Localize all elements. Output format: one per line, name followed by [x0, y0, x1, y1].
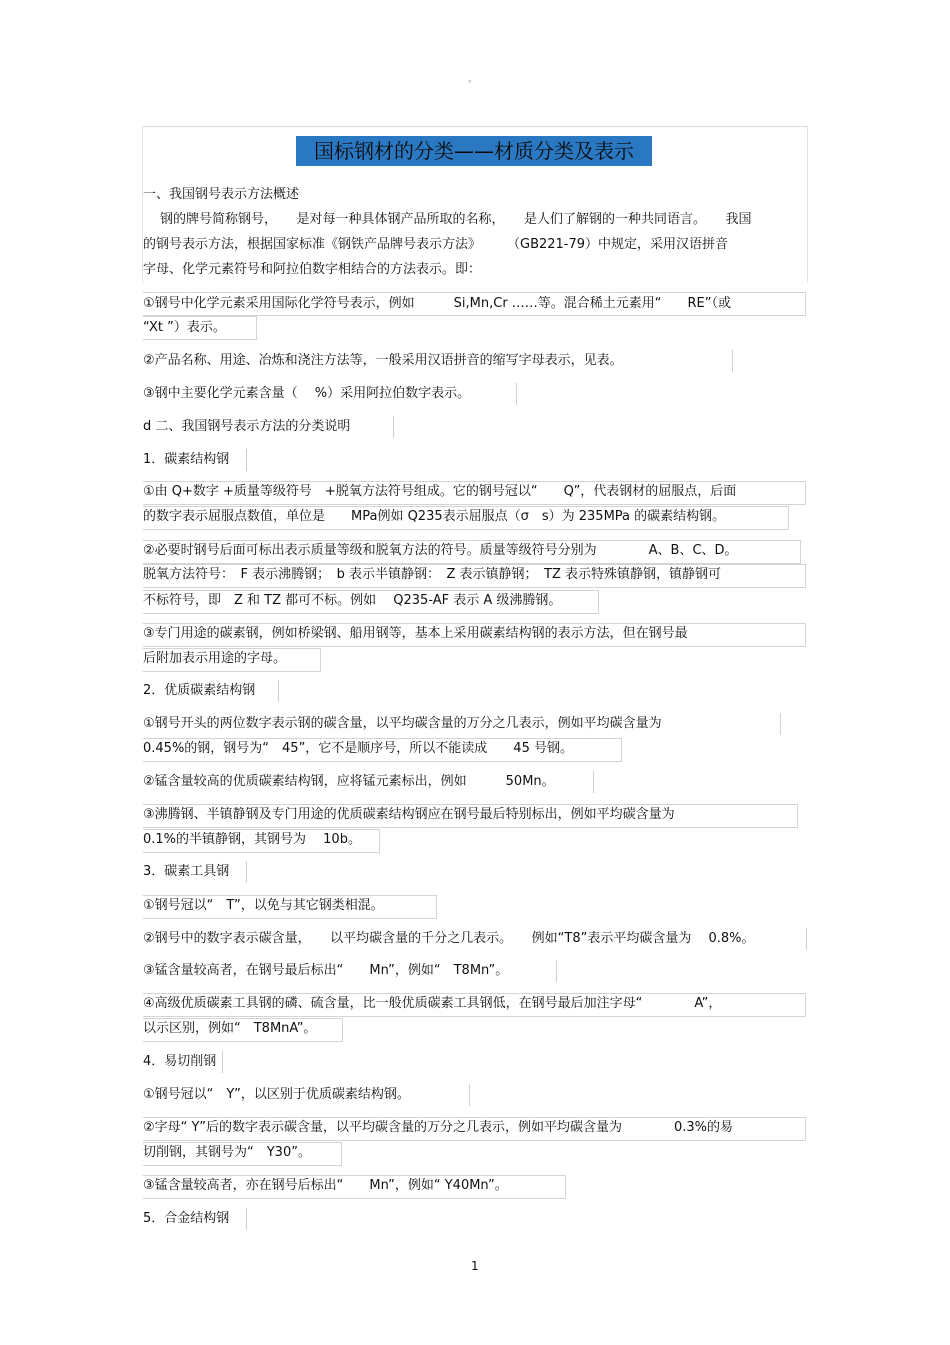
text-line: ③沸腾钢、半镇静钢及专门用途的优质碳素结构钢应在钢号最后特别标出，例如平均碳含量为: [143, 807, 675, 822]
text-line: 2．优质碳素结构钢: [143, 683, 256, 698]
text-line: ④高级优质碳素工具钢的磷、硫含量，比一般优质碳素工具钢低，在钢号最后加注字母“ A”，: [143, 996, 722, 1011]
text-line: ①钢号中化学元素采用国际化学符号表示，例如 Si,Mn,Cr ……等。混合稀土元素用“ RE”（或: [143, 296, 732, 311]
text-line: 的钢号表示方法，根据国家标准《钢铁产品牌号表示方法》 （GB221-79）中规定，采用汉语拼音: [143, 237, 729, 252]
text-line: 0.1%的半镇静钢，其钢号为 10b。: [143, 832, 361, 847]
text-line: ②钢号中的数字表示碳含量， 以平均碳含量的千分之几表示。 例如“T8”表示平均碳含量为 0.8%。: [143, 931, 755, 946]
text-line: ②必要时钢号后面可标出表示质量等级和脱氧方法的符号。质量等级符号分别为 A、B、C、D。: [143, 543, 738, 558]
text-line: ③锰含量较高者，在钢号最后标出“ Mn”，例如“ T8Mn”。: [143, 963, 509, 978]
text-line: ①钢号开头的两位数字表示钢的碳含量，以平均碳含量的万分之几表示，例如平均碳含量为: [143, 716, 662, 731]
text-line: 钢的牌号简称钢号， 是对每一种具体钢产品所取的名称， 是人们了解钢的一种共同语言。 我国: [160, 212, 752, 227]
text-line: 5．合金结构钢: [143, 1211, 230, 1226]
text-line: 字母、化学元素符号和阿拉伯数字相结合的方法表示。即：: [143, 262, 482, 277]
text-line: ①钢号冠以“ Y”，以区别于优质碳素结构钢。: [143, 1087, 410, 1102]
page-mark: 。: [468, 74, 478, 85]
document-title: 国标钢材的分类——材质分类及表示: [296, 136, 652, 166]
text-line: ②锰含量较高的优质碳素结构钢，应将锰元素标出，例如 50Mn。: [143, 774, 555, 789]
text-line: 3．碳素工具钢: [143, 864, 230, 879]
text-line: ②字母“ Y”后的数字表示碳含量，以平均碳含量的万分之几表示，例如平均碳含量为 0.3%的易: [143, 1120, 733, 1135]
text-line: ③锰含量较高者，亦在钢号后标出“ Mn”，例如“ Y40Mn”。: [143, 1178, 508, 1193]
text-line: 以示区别，例如“ T8MnA”。: [143, 1021, 317, 1036]
text-line: 4．易切削钢: [143, 1054, 217, 1069]
text-line: ③钢中主要化学元素含量（ %）采用阿拉伯数字表示。: [143, 386, 471, 401]
text-line: 脱氧方法符号： F 表示沸腾钢； b 表示半镇静钢： Z 表示镇静钢； TZ 表示特殊镇静钢，镇静钢可: [143, 567, 722, 582]
text-line: 1．碳素结构钢: [143, 452, 230, 467]
text-line: 切削钢，其钢号为“ Y30”。: [143, 1145, 311, 1160]
text-line: 0.45%的钢，钢号为“ 45”，它不是顺序号，所以不能读成 45 号钢。: [143, 741, 573, 756]
text-line: ②产品名称、用途、冶炼和浇注方法等，一般采用汉语拼音的缩写字母表示，见表。: [143, 353, 623, 368]
text-line: ①由 Q+数字 +质量等级符号 +脱氧方法符号组成。它的钢号冠以“ Q”，代表钢材的屈服点，后面: [143, 484, 737, 499]
text-line: “Xt ”）表示。: [143, 320, 226, 335]
page-number: 1: [471, 1259, 479, 1273]
text-line: 的数字表示屈服点数值，单位是 MPa例如 Q235表示屈服点（σ s）为 235MPa 的碳素结构钢。: [143, 509, 726, 524]
text-line: ③专门用途的碳素钢，例如桥梁钢、船用钢等，基本上采用碳素结构钢的表示方法，但在钢号最: [143, 626, 688, 641]
text-line: d 二、我国钢号表示方法的分类说明: [143, 419, 351, 434]
text-line: 后附加表示用途的字母。: [143, 651, 287, 666]
text-line: 一、我国钢号表示方法概述: [143, 187, 300, 202]
text-line: 不标符号，即 Z 和 TZ 都可不标。例如 Q235-AF 表示 A 级沸腾钢。: [143, 593, 562, 608]
text-line: ①钢号冠以“ T”，以免与其它钢类相混。: [143, 898, 384, 913]
